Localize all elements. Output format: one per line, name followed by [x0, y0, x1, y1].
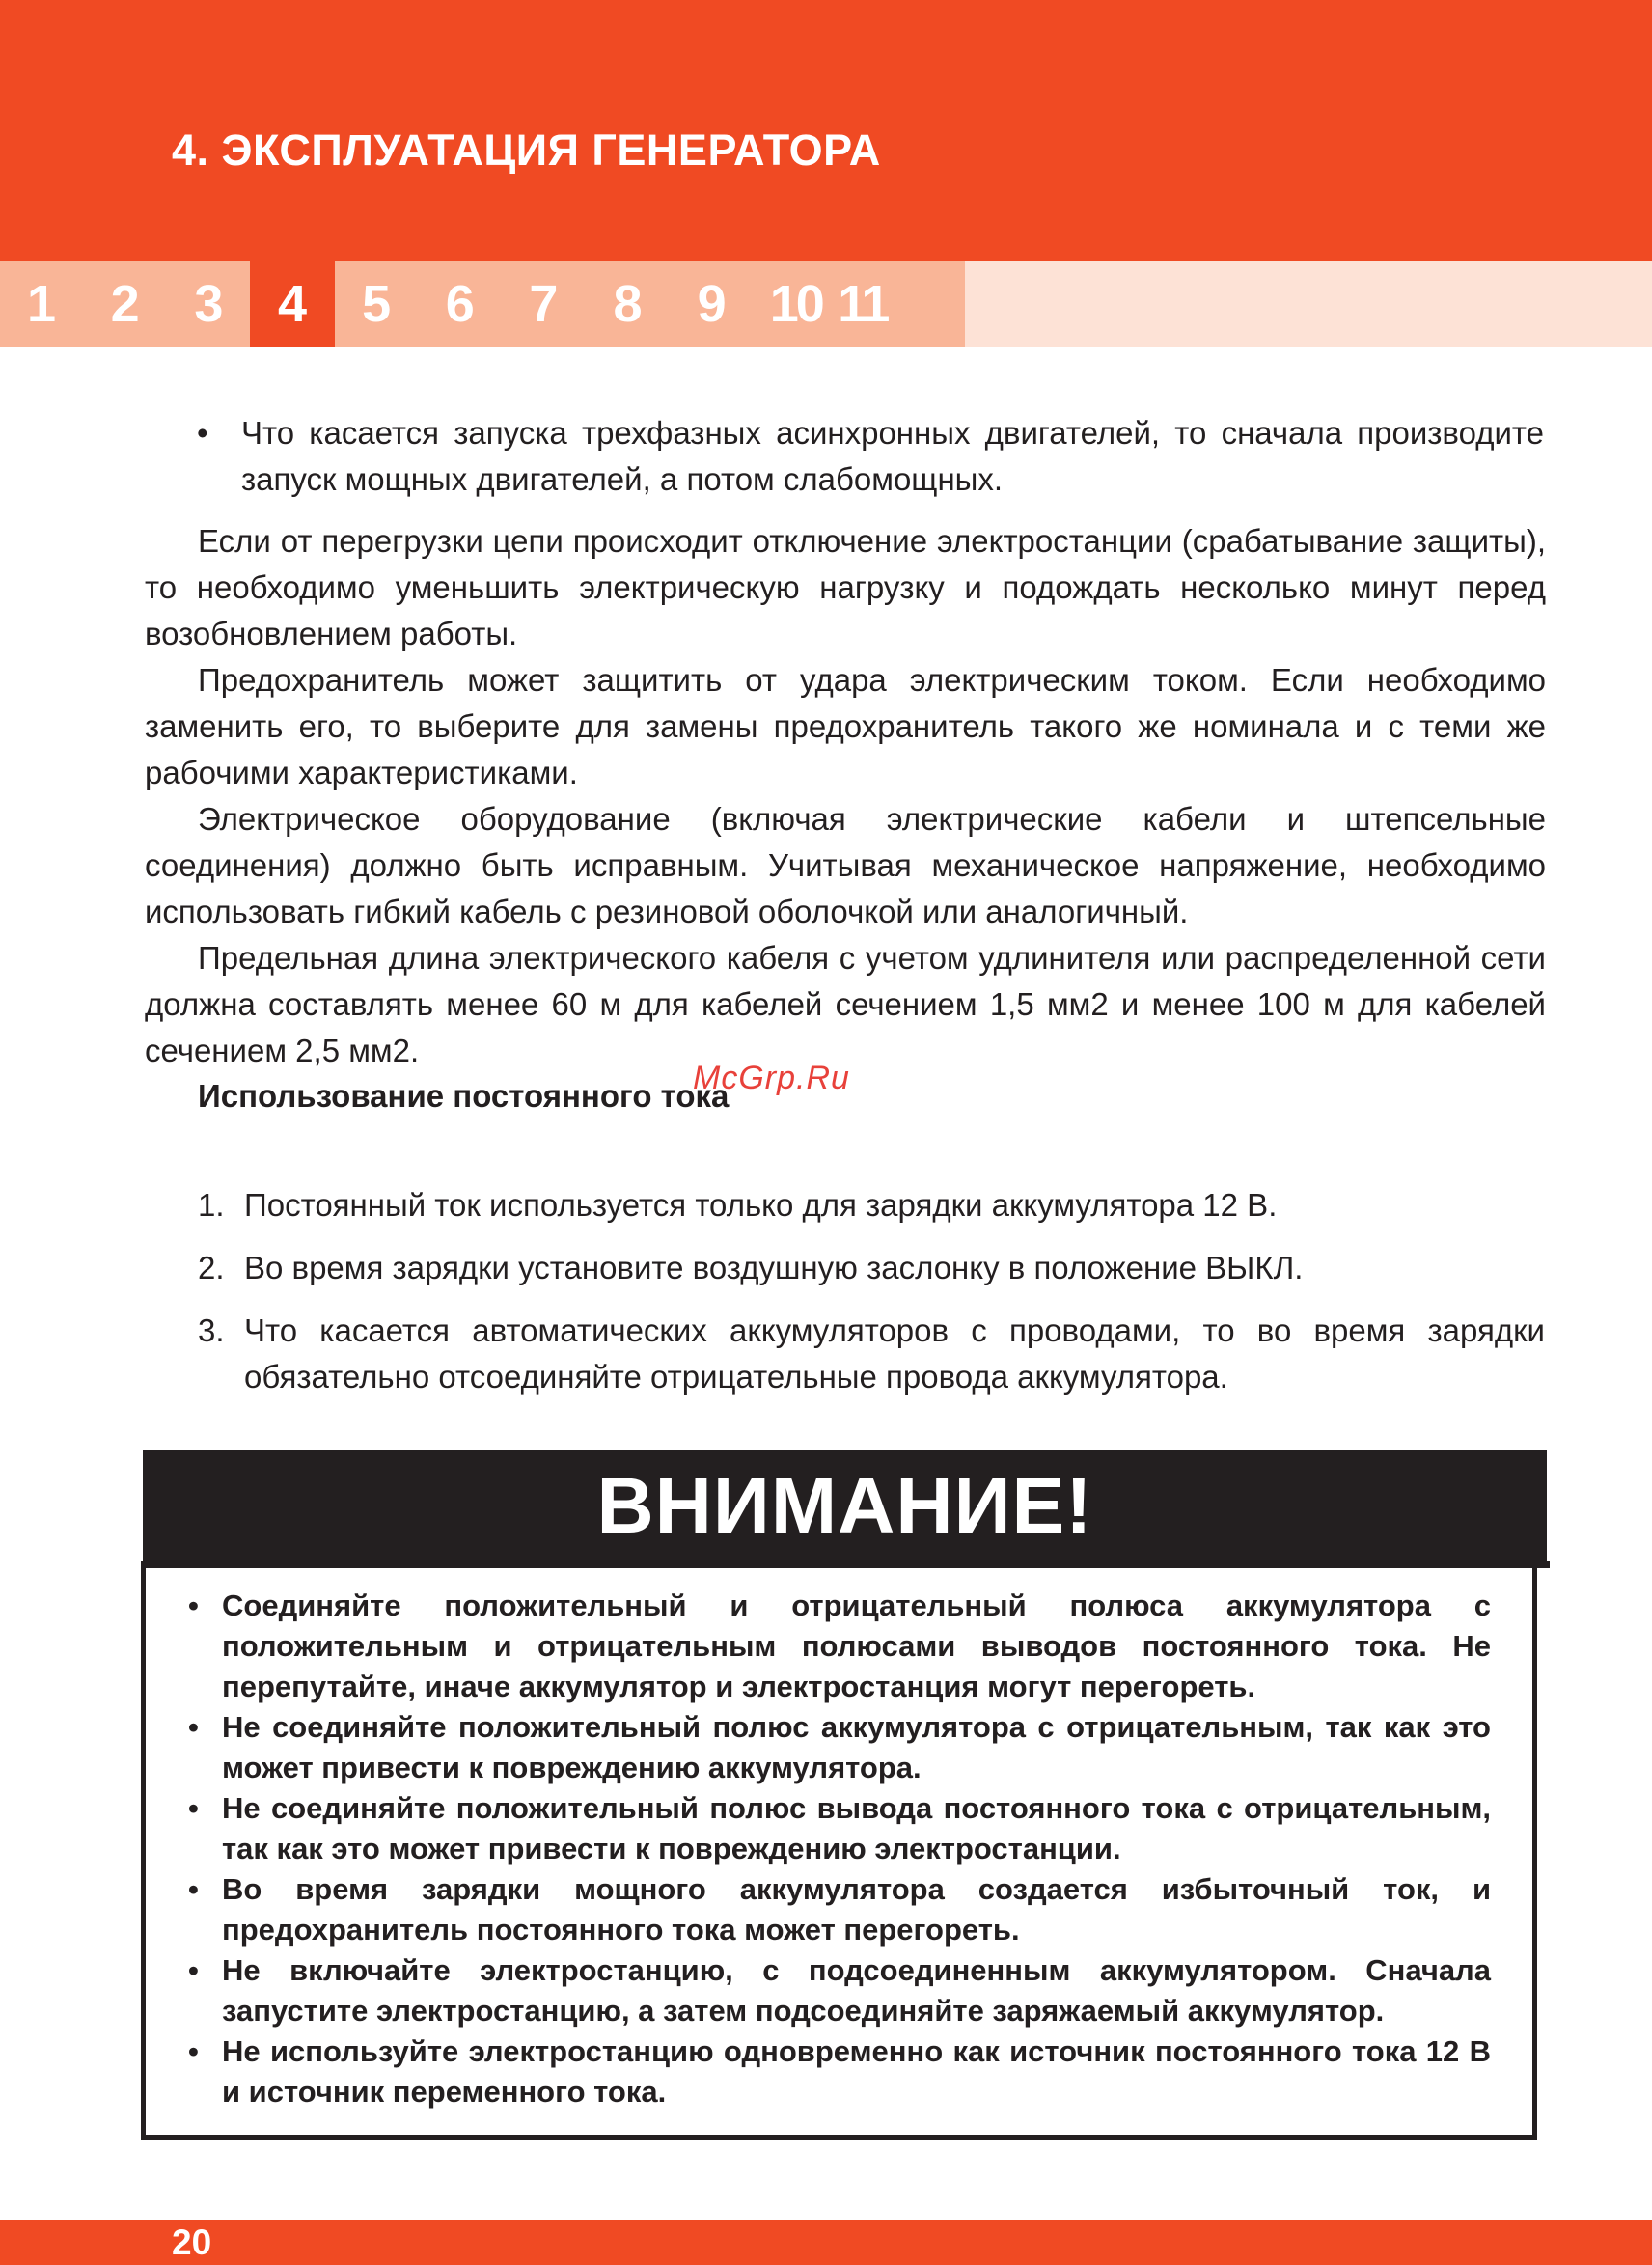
- page-title: 4. ЭКСПЛУАТАЦИЯ ГЕНЕРАТОРА: [172, 125, 881, 175]
- paragraph-equipment: Электрическое оборудование (включая электрические кабели и штепсельные соединения) должно быть исправным. Учитывая механическое напряжение, необходимо использовать гибкий кабель с резиновой оболочкой или аналогичный.: [145, 801, 1546, 929]
- warning-item-text: Во время зарядки мощного аккумулятора создается избыточный ток, и предохранитель постоянного тока может перегореть.: [222, 1872, 1491, 1947]
- bullet-marker: •: [188, 1710, 199, 1744]
- dc-step-1: [198, 1182, 1545, 1229]
- dc-section-heading: Использование постоянного тока: [198, 1078, 730, 1114]
- chapter-tab-6[interactable]: 6: [445, 275, 475, 333]
- step-number: 2.: [198, 1250, 225, 1285]
- chapter-tab-9[interactable]: 9: [697, 275, 727, 333]
- step-number: 3.: [198, 1312, 225, 1348]
- paragraph-overload: Если от перегрузки цепи происходит отключение электростанции (срабатывание защиты), то необходимо уменьшить электрическую нагрузку и подождать несколько минут перед возобновлением работы.: [145, 523, 1546, 651]
- warning-item: [188, 1788, 1491, 1869]
- bullet-marker: •: [188, 1791, 199, 1825]
- chapter-tab-3[interactable]: 3: [194, 275, 224, 333]
- chapter-tab-7[interactable]: 7: [529, 275, 559, 333]
- warning-item-text: Соединяйте положительный и отрицательный полюса аккумулятора с положительным и отрицательным полюсами выводов постоянного тока. Не перепутайте, иначе аккумулятор и электростанция могут перегореть.: [222, 1588, 1491, 1703]
- page-number: 20: [172, 2223, 212, 2262]
- watermark-text: McGrp.Ru: [693, 1060, 850, 1096]
- step-text: Что касается автоматических аккумуляторов с проводами, то во время зарядки обязательно отсоединяйте отрицательные провода аккумулятора.: [244, 1312, 1545, 1395]
- step-text: Постоянный ток используется только для зарядки аккумулятора 12 В.: [244, 1187, 1278, 1223]
- step-text: Во время зарядки установите воздушную заслонку в положение ВЫКЛ.: [244, 1250, 1304, 1285]
- paragraph-fuse: Предохранитель может защитить от удара электрическим током. Если необходимо заменить его, то выберите для замены предохранитель такого же номинала и с теми же рабочими характеристиками.: [145, 662, 1546, 790]
- chapter-tab-1[interactable]: 1: [27, 275, 57, 333]
- dc-step-3: [198, 1308, 1545, 1400]
- warning-item-text: Не соединяйте положительный полюс вывода постоянного тока с отрицательным, так как это может привести к повреждению электростанции.: [222, 1791, 1491, 1865]
- bullet-text: Что касается запуска трехфазных асинхронных двигателей, то сначала производите запуск мощных двигателей, а потом слабомощных.: [241, 415, 1544, 497]
- bullet-marker: •: [188, 1953, 199, 1987]
- bullet-marker: •: [188, 2034, 199, 2068]
- step-number: 1.: [198, 1187, 225, 1223]
- chapter-tab-11[interactable]: 11: [838, 275, 888, 333]
- bullet-marker: •: [188, 1588, 199, 1622]
- warning-item-text: Не включайте электростанцию, с подсоединенным аккумулятором. Сначала запустите электростанцию, а затем подсоединяйте заряжаемый аккумулятор.: [222, 1953, 1491, 2028]
- warning-item: [188, 1586, 1491, 1707]
- warning-item-text: Не соединяйте положительный полюс аккумулятора с отрицательным, так как это может привести к повреждению аккумулятора.: [222, 1710, 1491, 1784]
- warning-item: [188, 1707, 1491, 1788]
- chapter-tab-4-active[interactable]: 4: [250, 261, 334, 347]
- paragraph-cable-length: Предельная длина электрического кабеля с учетом удлинителя или распределенной сети должна составлять менее 60 м для кабелей сечением 1,5 мм2 и менее 100 м для кабелей сечением 2,5 мм2.: [145, 940, 1546, 1068]
- chapter-tab-5[interactable]: 5: [362, 275, 392, 333]
- chapter-tab-2[interactable]: 2: [110, 275, 140, 333]
- bullet-marker: •: [197, 415, 208, 451]
- chapter-tab-10[interactable]: 10: [769, 275, 822, 333]
- warning-list: [188, 1586, 1491, 2113]
- dc-step-2: [198, 1245, 1545, 1291]
- warning-item: [188, 1950, 1491, 2031]
- footer-band: [0, 2220, 1652, 2265]
- chapter-tab-8[interactable]: 8: [613, 275, 643, 333]
- chapter-tabs: [0, 261, 965, 347]
- warning-item: [188, 1869, 1491, 1950]
- bullet-marker: •: [188, 1872, 199, 1906]
- body-paragraphs: [145, 518, 1546, 1074]
- warning-item-text: Не используйте электростанцию одновременно как источник постоянного тока 12 В и источник переменного тока.: [222, 2034, 1491, 2109]
- warning-item: [188, 2031, 1491, 2113]
- warning-title: ВНИМАНИЕ!: [596, 1462, 1093, 1550]
